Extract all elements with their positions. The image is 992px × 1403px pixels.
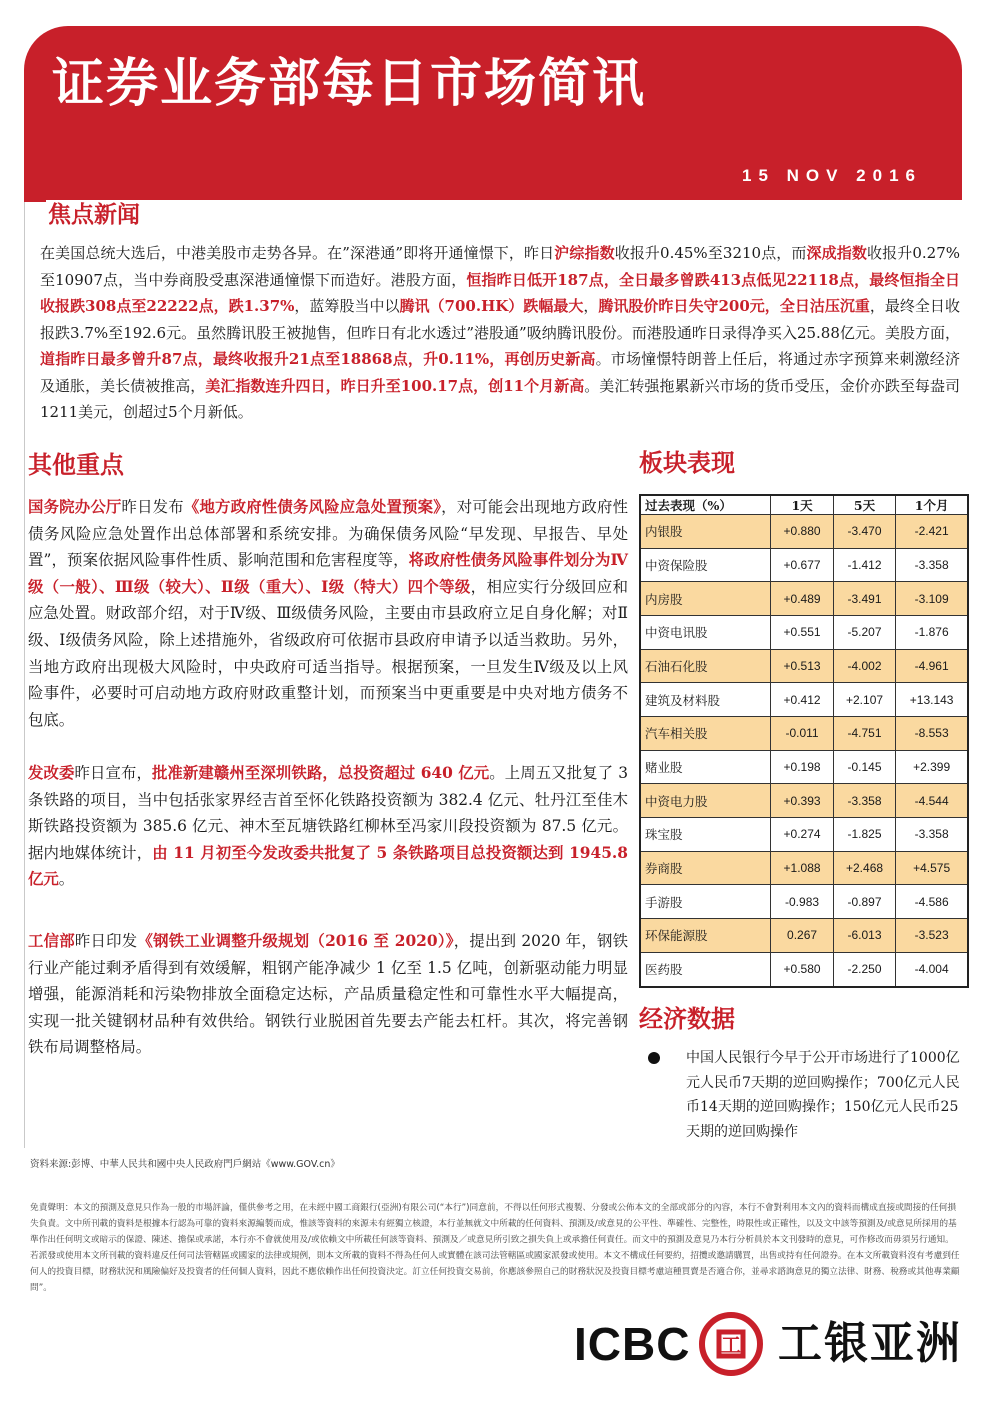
value-1m-cell: -1.876	[896, 616, 968, 650]
sector-performance-heading: 板块表现	[639, 449, 735, 477]
value-1d-cell: +1.088	[771, 851, 833, 885]
table-row	[640, 818, 968, 852]
highlight-text: 沪综指数	[554, 244, 615, 262]
table-row	[640, 885, 968, 919]
focus-news-heading: 焦点新闻	[48, 202, 140, 228]
value-1d-cell: +0.580	[771, 952, 833, 987]
value-1d-cell: +0.880	[771, 515, 833, 549]
highlight-text: 工信部	[28, 932, 75, 950]
value-1m-cell: -4.004	[896, 952, 968, 987]
sector-performance-table	[639, 494, 969, 988]
body-text: 。上周五又批复了 3 条铁路的项目，当中包括张家界经吉首至怀化铁路投资额为 382.4 亿元、牡丹江至佳木斯铁路投资额为 385.6 亿元、神木至瓦塘铁路红柳林至冯家川段投资额为 87.5 亿元。据内地媒体统计，	[28, 764, 628, 862]
highlight-text: 由 11 月初至今发改委共批复了 5 条铁路项目总投资额达到 1945.8 亿元	[28, 843, 628, 889]
body-text: 。美汇转强拖累新兴市场的货币受压，金价亦跌至每盎司1211美元，创超过5个月新低。	[40, 376, 960, 421]
value-5d-cell: +2.468	[833, 851, 895, 885]
table-row	[640, 851, 968, 885]
sector-name-cell: 中资电讯股	[640, 616, 771, 650]
left-divider	[24, 202, 25, 1148]
highlight-text: 腾讯（700.HK）跌幅最大	[399, 297, 584, 315]
highlight-text: 批准新建赣州至深圳铁路，总投资超过 640 亿元	[151, 764, 490, 782]
value-5d-cell: -1.412	[833, 548, 895, 582]
body-text: 。	[58, 870, 75, 889]
body-text: 在美国总统大选后，中港美股市走势各异。在”深港通”即将开通憧憬下，昨日	[40, 244, 555, 262]
value-5d-cell: -0.145	[833, 750, 895, 784]
table-row	[640, 683, 968, 717]
value-1d-cell: +0.198	[771, 750, 833, 784]
page-title: 证券业务部每日市场简讯	[52, 54, 647, 114]
table-row	[640, 515, 968, 549]
report-date: 15 NOV 2016	[741, 166, 922, 185]
value-5d-cell: -3.358	[833, 784, 895, 818]
highlight-text: 《地方政府性债务风险应急处置预案》	[183, 498, 442, 516]
value-1m-cell: -3.358	[896, 548, 968, 582]
header-5d: 5天	[833, 495, 895, 515]
icbc-emblem-icon	[697, 1310, 765, 1378]
value-5d-cell: -6.013	[833, 919, 895, 953]
value-1m-cell: -4.586	[896, 885, 968, 919]
value-5d-cell: +2.107	[833, 683, 895, 717]
body-text: 昨日宣布，	[74, 764, 152, 782]
emblem-glyph: 工	[721, 1333, 741, 1357]
table-row	[640, 582, 968, 616]
highlight-text: 深成指数	[806, 244, 867, 262]
value-5d-cell: -3.470	[833, 515, 895, 549]
value-1d-cell: -0.011	[771, 717, 833, 751]
value-1d-cell: +0.677	[771, 548, 833, 582]
sector-name-cell: 珠宝股	[640, 818, 771, 852]
value-1d-cell: +0.393	[771, 784, 833, 818]
economic-data-text: 中国人民银行今早于公开市场进行了1000亿元人民币7天期的逆回购操作；700亿元人民币14天期的逆回购操作；150亿元人民币25天期的逆回购操作	[686, 1050, 960, 1140]
value-1m-cell: -3.358	[896, 818, 968, 852]
highlight-text: 道指昨日最多曾升87点，最终收报升21点至18868点，升0.11%，再创历史新高	[40, 350, 596, 368]
value-1m-cell: -8.553	[896, 717, 968, 751]
other-paragraph-ndrc	[28, 760, 628, 893]
highlight-text: 美汇指数连升四日，昨日升至100.17点，创11个月新高	[205, 376, 585, 395]
highlight-text: 恒指昨日低开187点，全日最多曾跌413点低见22118点，最终恒指全日收报跌308点至22222点，跌1.37%	[40, 270, 960, 315]
source-note: 资料来源:彭博、中華人民共和國中央人民政府門戶網站《www.GOV.cn》	[30, 1159, 340, 1170]
value-1m-cell: -4.961	[896, 649, 968, 683]
body-text: 昨日发布	[121, 498, 184, 516]
body-text: 收报升0.27%至10907点，当中券商股受惠深港通憧憬下而造好。港股方面，	[40, 244, 960, 289]
economic-data-list	[644, 1046, 964, 1144]
value-1d-cell: +0.412	[771, 683, 833, 717]
body-text: ，蓝筹股当中以	[294, 297, 400, 315]
value-5d-cell: -2.250	[833, 952, 895, 987]
highlight-text: 国务院办公厅	[28, 498, 122, 516]
sector-name-cell: 建筑及材料股	[640, 683, 771, 717]
sector-rows	[640, 515, 968, 988]
body-text: 昨日印发	[74, 932, 138, 950]
value-1d-cell: +0.274	[771, 818, 833, 852]
table-row	[640, 784, 968, 818]
value-5d-cell: -0.897	[833, 885, 895, 919]
table-row	[640, 616, 968, 650]
body-text: ，最终全日收报跌3.7%至192.6元。虽然腾讯股王被抛售，但昨日有北水透过”港股通”吸纳腾讯股份。而港股通昨日录得净买入25.88亿元。美股方面，	[40, 297, 960, 342]
sector-name-cell: 汽车相关股	[640, 717, 771, 751]
sector-name-cell: 内银股	[640, 515, 771, 549]
value-1m-cell: +2.399	[896, 750, 968, 784]
value-1d-cell: +0.489	[771, 582, 833, 616]
body-text: 。市场憧憬特朗普上任后，将通过赤字预算来刺激经济及通胀，美长债被推高，	[40, 350, 960, 395]
icbc-logo-text: ICBC	[574, 1318, 691, 1370]
sector-name-cell: 中资电力股	[640, 784, 771, 818]
sector-name-cell: 内房股	[640, 582, 771, 616]
sector-name-cell: 医药股	[640, 952, 771, 987]
sector-name-cell: 赌业股	[640, 750, 771, 784]
value-5d-cell: -5.207	[833, 616, 895, 650]
body-text: ，对可能会出现地方政府性债务风险应急处置作出总体部署和系统安排。为确保债务风险“早发现、早报告、早处置”，预案依据风险事件性质、影响范围和危害程度等，	[28, 498, 628, 570]
value-1d-cell: -0.983	[771, 885, 833, 919]
body-text: ，	[583, 297, 599, 315]
body-text: ，提出到 2020 年，钢铁行业产能过剩矛盾得到有效缓解，粗钢产能净减少 1 亿至 1.5 亿吨，创新驱动能力明显增强，能源消耗和污染物排放全面稳定达标，产品质量稳定性和可靠性水平大幅提高，实现一批关键钢材品种有效供给。钢铁行业脱困首先要去产能去杠杆。其次，将完善钢铁布局调整格局。	[28, 932, 628, 1057]
highlight-text: 将政府性债务风险事件划分为Ⅳ级（一般）、Ⅲ级（较大）、Ⅱ级（重大）、Ⅰ级（特大）四个等级	[28, 551, 628, 596]
sector-name-cell: 环保能源股	[640, 919, 771, 953]
value-1d-cell: +0.513	[771, 649, 833, 683]
bullet-icon	[648, 1052, 660, 1064]
body-text: ，相应实行分级回应和应急处置。财政部介绍，对于Ⅳ级、Ⅲ级债务风险，主要由市县政府立足自身化解；对Ⅱ级、Ⅰ级债务风险，除上述措施外，省级政府可依据市县政府申请予以适当救助。另外，当地方政府出现极大风险时，中央政府可适当指导。根据预案，一旦发生Ⅳ级及以上风险事件，必要时可启动地方政府财政重整计划，而预案当中更重要是中央对地方债务不包底。	[28, 577, 628, 729]
list-item	[644, 1046, 964, 1144]
sector-name-cell: 手游股	[640, 885, 771, 919]
table-row	[640, 750, 968, 784]
body-text: 收报升0.45%至3210点，而	[614, 244, 807, 262]
table-row	[640, 952, 968, 987]
value-1m-cell: -4.544	[896, 784, 968, 818]
table-header-row	[640, 495, 968, 515]
other-paragraph-miit	[28, 928, 628, 1061]
highlight-text: 《钢铁工业调整升级规划（2016 至 2020）》	[137, 932, 454, 950]
sector-name-cell: 石油石化股	[640, 649, 771, 683]
table-row	[640, 649, 968, 683]
icbc-asia-logo-text: 工银亚洲	[778, 1318, 962, 1369]
economic-data-heading: 经济数据	[639, 1005, 735, 1033]
other-paragraph-state-council	[28, 494, 628, 733]
header-period: 过去表现（%）	[640, 495, 771, 515]
value-5d-cell: -1.825	[833, 818, 895, 852]
table-row	[640, 548, 968, 582]
value-5d-cell: -3.491	[833, 582, 895, 616]
header-1m: 1个月	[896, 495, 968, 515]
table-row	[640, 717, 968, 751]
other-highlights-heading: 其他重点	[28, 451, 124, 479]
sector-name-cell: 券商股	[640, 851, 771, 885]
highlight-text: 腾讯股价昨日失守200元，全日沽压沉重	[598, 297, 870, 315]
value-5d-cell: -4.751	[833, 717, 895, 751]
header-1d: 1天	[771, 495, 833, 515]
value-1m-cell: -2.421	[896, 515, 968, 549]
table-row	[640, 919, 968, 953]
highlight-text: 发改委	[28, 764, 75, 782]
focus-news-body	[40, 240, 960, 426]
value-1m-cell: +4.575	[896, 851, 968, 885]
value-1m-cell: -3.523	[896, 919, 968, 953]
focus-news-heading-bar	[46, 200, 966, 234]
sector-name-cell: 中资保险股	[640, 548, 771, 582]
value-1d-cell: +0.551	[771, 616, 833, 650]
value-5d-cell: -4.002	[833, 649, 895, 683]
disclaimer: 免責聲明：本文的預測及意見只作為一般的市場評論，僅供參考之用，在未經中國工商銀行(亞洲)有限公司(“本行”)同意前，不得以任何形式複製、分發或公佈本文的全部或部分的內容，本行不會對利用本文內的資料而構成直接或間接的任何損失負責。文中所刊載的資料是根據本行認為可靠的資料來源編製而成，惟該等資料的來源未有經獨立核證，本行並無就文中所載的任何資料、預測及/或意見的公平性、準確性、完整性，時限性或正確性，以及文中該等預測及/或意見所採用的基準作出任何明文或暗示的保證、陳述、擔保或承諾，本行亦不會就使用及/或依賴文中所載任何該等資料、預測及／或意見所引致之損失負上或承擔任何責任。而文中的預測及意見乃本行分析員於本文刊發時的意見，可作修改而毋須另行通知。若派發或使用本文所刊載的資料違反任何司法管轄區或國家的法律或規例，則本文所載的資料不得為任何人或實體在該司法管轄區或國家派發或使用。本文不構成任何要約，招攬或邀請購買，出售或持有任何證券。在本文所載資料沒有考慮到任何人的投資目標，財務狀況和風險偏好及投資者的任何個人資料，因此不應依賴作出任何投資決定。訂立任何投資交易前，你應該參照自己的財務狀況及投資目標考慮這種買賣是否適合你，並尋求諮詢意見的獨立法律、財務、稅務或其他專業顧問”。	[30, 1203, 960, 1293]
value-1m-cell: +13.143	[896, 683, 968, 717]
value-1m-cell: -3.109	[896, 582, 968, 616]
value-1d-cell: 0.267	[771, 919, 833, 953]
